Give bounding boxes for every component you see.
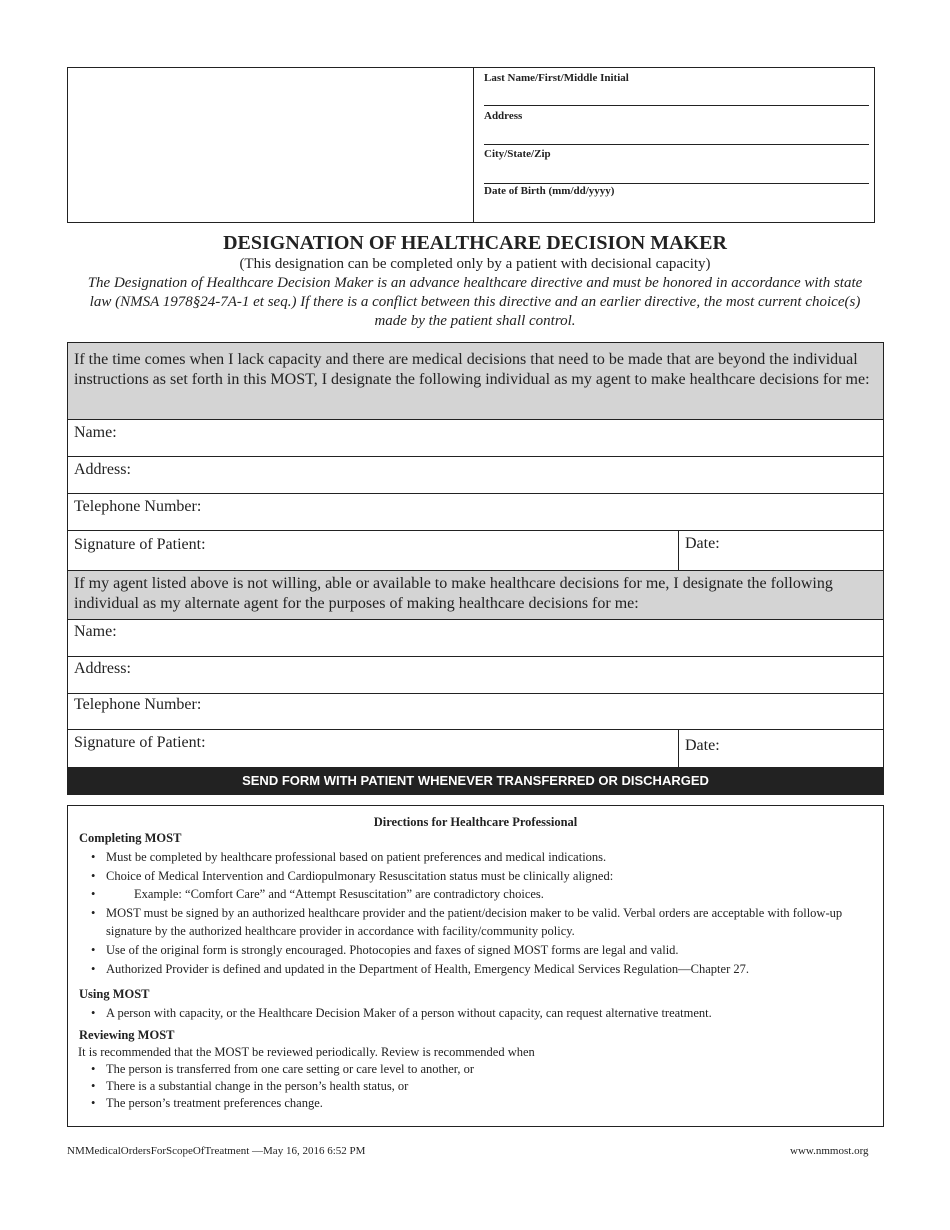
patient-address-line[interactable] bbox=[484, 144, 869, 145]
alternate-statement: If my agent listed above is not willing, able or available to make healthcare decisions for me, I designate the following individual as my alternate agent for the purposes of making healthcare decisions for me: bbox=[68, 570, 883, 619]
using-heading: Using MOST bbox=[79, 987, 150, 1001]
patient-label-area bbox=[68, 68, 474, 222]
patient-name-line[interactable] bbox=[484, 105, 869, 106]
alternate-date-label[interactable]: Date: bbox=[685, 737, 720, 754]
agent-address-label: Address: bbox=[74, 461, 131, 478]
agent-name-field[interactable] bbox=[68, 419, 883, 456]
patient-city-line[interactable] bbox=[484, 183, 869, 184]
agent-phone-field[interactable] bbox=[68, 493, 883, 530]
patient-info-box bbox=[67, 67, 875, 223]
list-item: • The person’s treatment preferences change. bbox=[91, 1096, 323, 1110]
agent-date-label[interactable]: Date: bbox=[685, 535, 720, 552]
page-title: DESIGNATION OF HEALTHCARE DECISION MAKER bbox=[223, 232, 727, 254]
alternate-name-label: Name: bbox=[74, 623, 117, 640]
footer-website-link[interactable]: www.nmmost.org bbox=[790, 1145, 869, 1157]
list-item: • The person is transferred from one care setting or care level to another, or bbox=[91, 1062, 475, 1076]
agent-signature-field[interactable] bbox=[68, 530, 883, 570]
agent-name-label: Name: bbox=[74, 424, 117, 441]
alternate-signature-field[interactable] bbox=[68, 729, 883, 767]
list-item: • Choice of Medical Intervention and Cardiopulmonary Resuscitation status must be clinically aligned: bbox=[91, 869, 614, 883]
reviewing-heading: Reviewing MOST bbox=[79, 1028, 175, 1042]
completing-heading: Completing MOST bbox=[79, 831, 182, 845]
send-form-banner: SEND FORM WITH PATIENT WHENEVER TRANSFERRED OR DISCHARGED bbox=[68, 767, 883, 795]
alternate-date-divider bbox=[678, 729, 679, 767]
agent-address-field[interactable] bbox=[68, 456, 883, 493]
alternate-phone-field[interactable] bbox=[68, 693, 883, 729]
list-item: • Example: “Comfort Care” and “Attempt Resuscitation” are contradictory choices. bbox=[91, 887, 544, 901]
patient-city-label: City/State/Zip bbox=[484, 148, 551, 160]
directions-title: Directions for Healthcare Professional bbox=[373, 815, 578, 829]
list-item: • MOST must be signed by an authorized healthcare provider and the patient/decision maker to be valid. Verbal orders are acceptable with follow-up signature by the authorized healthcare provider in accordance with facility/community policy. bbox=[91, 906, 843, 938]
reviewing-intro: It is recommended that the MOST be reviewed periodically. Review is recommended when bbox=[78, 1045, 535, 1059]
agent-phone-label: Telephone Number: bbox=[74, 498, 202, 515]
agent-statement: If the time comes when I lack capacity and there are medical decisions that need to be made that are beyond the individual instructions as set forth in this MOST, I designate the following individual as my agent to make healthcare decisions for me: bbox=[68, 343, 883, 419]
alternate-phone-label: Telephone Number: bbox=[74, 696, 202, 713]
agent-signature-label: Signature of Patient: bbox=[74, 536, 206, 553]
alternate-address-label: Address: bbox=[74, 660, 131, 677]
directions-box bbox=[67, 805, 884, 1127]
list-item: • Authorized Provider is defined and updated in the Department of Health, Emergency Medical Services Regulation—Chapter 27. bbox=[91, 962, 749, 976]
list-item: • A person with capacity, or the Healthcare Decision Maker of a person without capacity, can request alternative treatment. bbox=[91, 1006, 712, 1020]
designation-form bbox=[67, 342, 884, 795]
alternate-name-field[interactable] bbox=[68, 619, 883, 656]
intro-text: The Designation of Healthcare Decision Maker is an advance healthcare directive and must be honored in accordance with state law (NMSA 1978§24-7A-1 et seq.) If there is a conflict between this directive and an earlier directive, the most current choice(s) made by the patient shall control. bbox=[87, 275, 863, 329]
patient-address-label: Address bbox=[484, 110, 523, 122]
list-item: • Use of the original form is strongly encouraged. Photocopies and faxes of signed MOST forms are legal and valid. bbox=[91, 943, 679, 957]
list-item: • There is a substantial change in the person’s health status, or bbox=[91, 1079, 409, 1093]
page-subtitle: (This designation can be completed only by a patient with decisional capacity) bbox=[239, 256, 711, 272]
alternate-address-field[interactable] bbox=[68, 656, 883, 693]
alternate-signature-label: Signature of Patient: bbox=[74, 734, 206, 751]
footer-document-id: NMMedicalOrdersForScopeOfTreatment —May 16, 2016 6:52 PM bbox=[67, 1145, 366, 1157]
patient-dob-label: Date of Birth (mm/dd/yyyy) bbox=[484, 185, 615, 197]
agent-date-divider bbox=[678, 530, 679, 570]
patient-name-label: Last Name/First/Middle Initial bbox=[484, 72, 629, 84]
list-item: • Must be completed by healthcare professional based on patient preferences and medical indications. bbox=[91, 850, 607, 864]
